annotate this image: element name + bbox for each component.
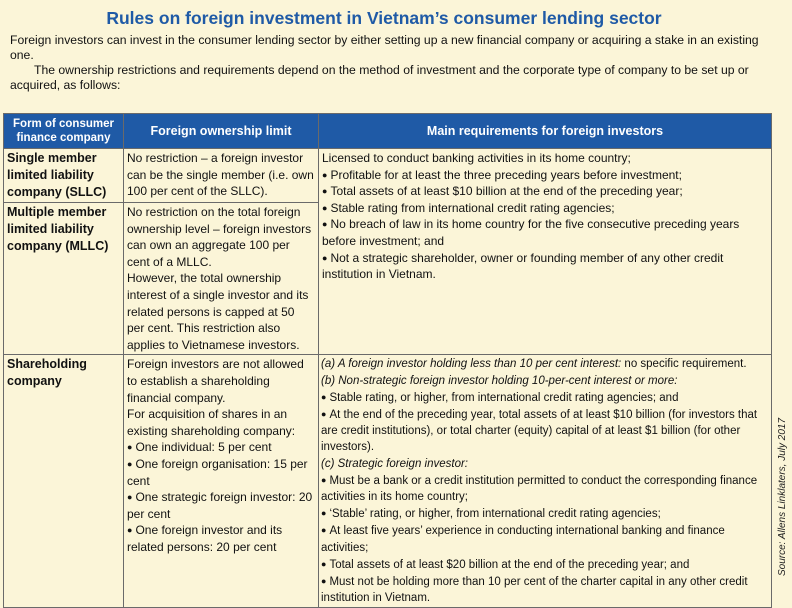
list-item: ● One foreign organisation: 15 per cent: [127, 456, 315, 489]
header-requirements: Main requirements for foreign investors: [319, 114, 772, 149]
table-row: [4, 355, 772, 608]
mllc-limit-1: No restriction on the total foreign ownership level – foreign investors can own an aggregate 100 per cent of a MLLC.: [127, 205, 312, 269]
list-item: ● Total assets of at least $10 billion at the end of the preceding year;: [322, 183, 768, 200]
intro-paragraph-2: The ownership restrictions and requirements depend on the method of investment and the corporate type of company to be set up or acquired, as follows:: [10, 63, 749, 92]
table-header-row: [4, 114, 772, 149]
llc-req-intro: Licensed to conduct banking activities in its home country;: [322, 151, 631, 165]
req-a-text: no specific requirement.: [621, 358, 747, 371]
intro: [10, 33, 768, 93]
mllc-limit-2: However, the total ownership interest of a single investor and its related persons is capped at 50 per cent. This restriction also applies to Vietnamese investors.: [127, 271, 309, 352]
rules-table: [3, 113, 772, 608]
list-item: ● Stable rating, or higher, from international credit rating agencies; and: [321, 389, 769, 406]
shareholding-limit: [124, 355, 319, 608]
list-item: ● ‘Stable’ rating, or higher, from international credit rating agencies;: [321, 505, 769, 522]
sllc-limit: No restriction – a foreign investor can be the single member (i.e. own 100 per cent of the SLLC).: [124, 149, 319, 203]
req-a-label: (a) A foreign investor holding less than 10 per cent interest:: [321, 358, 622, 371]
list-item: ● At least five years’ experience in conducting international banking and finance activities;: [321, 522, 769, 555]
sh-limit-1: Foreign investors are not allowed to establish a shareholding financial company.: [127, 357, 304, 405]
intro-paragraph-1: Foreign investors can invest in the consumer lending sector by either setting up a new financial company or acquiring a stake in an existing one.: [10, 33, 759, 62]
table-row: [4, 149, 772, 203]
list-item: ● Must be a bank or a credit institution permitted to conduct the corresponding finance activities in its home country;: [321, 472, 769, 505]
shareholding-requirements: [319, 355, 772, 608]
list-item: ● At the end of the preceding year, total assets of at least $10 billion (for investors that are credit institutions), or total charter (equity) capital of at least $1 billion (for other investors).: [321, 406, 769, 456]
header-form: Form of consumer finance company: [4, 114, 124, 149]
shareholding-form: Shareholding company: [4, 355, 124, 608]
list-item: ● One strategic foreign investor: 20 per cent: [127, 489, 315, 522]
page-title: Rules on foreign investment in Vietnam’s consumer lending sector: [106, 8, 662, 28]
llc-requirements: [319, 149, 772, 355]
source-note: Source: Allens Linklaters, July 2017: [777, 417, 788, 576]
list-item: ● No breach of law in its home country for the five consecutive preceding years before investment; and: [322, 216, 768, 249]
mllc-limit: [124, 203, 319, 355]
req-c-label: (c) Strategic foreign investor:: [321, 457, 469, 470]
req-b-label: (b) Non-strategic foreign investor holding 10-per-cent interest or more:: [321, 374, 678, 387]
list-item: ● Stable rating from international credit rating agencies;: [322, 200, 768, 217]
sh-limit-2: For acquisition of shares in an existing shareholding company:: [127, 407, 296, 438]
list-item: ● Profitable for at least the three preceding years before investment;: [322, 167, 768, 184]
list-item: ● Total assets of at least $20 billion at the end of the preceding year; and: [321, 556, 769, 573]
header-limit: Foreign ownership limit: [124, 114, 319, 149]
req-a: [321, 356, 769, 372]
list-item: ● One individual: 5 per cent: [127, 439, 315, 456]
mllc-form: Multiple member limited liability company (MLLC): [4, 203, 124, 355]
list-item: ● One foreign investor and its related persons: 20 per cent: [127, 522, 315, 555]
sllc-form: Single member limited liability company (SLLC): [4, 149, 124, 203]
list-item: ● Must not be holding more than 10 per cent of the charter capital in any other credit institution in Vietnam.: [321, 573, 769, 606]
list-item: ● Not a strategic shareholder, owner or founding member of any other credit institution in Vietnam.: [322, 250, 768, 283]
